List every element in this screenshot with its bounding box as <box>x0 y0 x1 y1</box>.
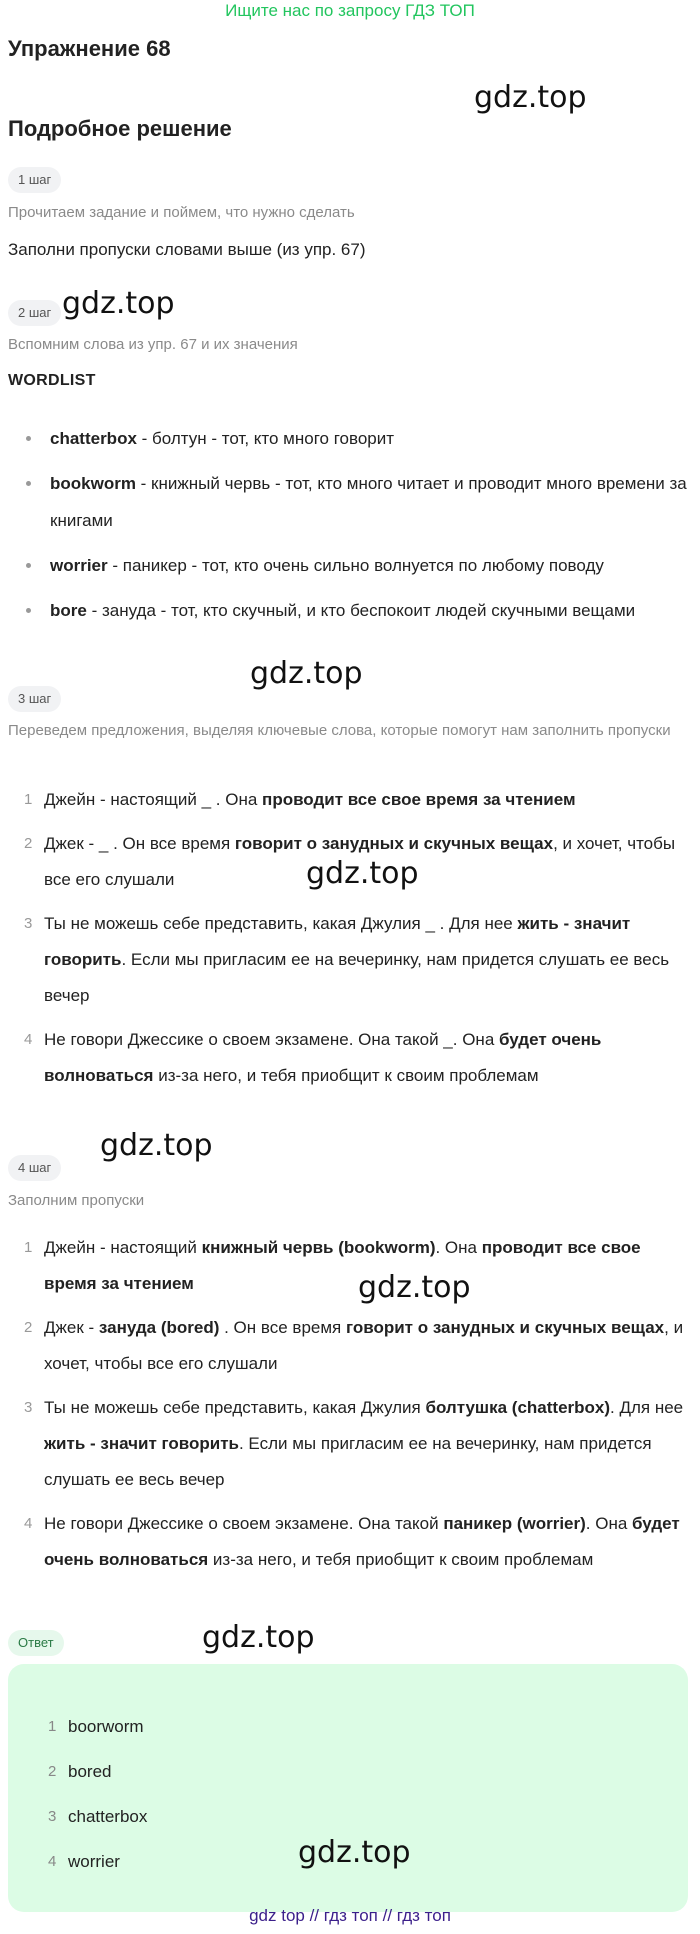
step-3-list <box>0 782 700 1102</box>
section-title: Подробное решение <box>8 116 232 141</box>
sentence-item <box>0 1022 700 1094</box>
wordlist-item <box>0 592 700 629</box>
sentence-text: Джейн - настоящий <box>44 1238 202 1257</box>
step-1-badge: 1 шаг <box>8 167 61 193</box>
bullet-icon <box>26 481 31 486</box>
sentence-text: . Она <box>435 1238 482 1257</box>
word-term: chatterbox <box>50 429 137 448</box>
step-3-badge: 3 шаг <box>8 686 61 712</box>
item-number: 3 <box>24 1399 33 1416</box>
answer-item <box>0 1794 700 1839</box>
sentence-text: . Он все время <box>219 1318 346 1337</box>
watermark: gdz.top <box>474 80 587 115</box>
watermark: gdz.top <box>100 1128 213 1163</box>
word-definition: - книжный червь - тот, кто много читает и проводит много времени за книгами <box>50 474 687 530</box>
step-1-hint: Прочитаем задание и поймем, что нужно сделать <box>8 204 355 221</box>
bullet-icon <box>26 436 31 441</box>
key-phrase: книжный червь (bookworm) <box>201 1238 436 1257</box>
key-phrase: проводит все свое время за чтением <box>262 790 576 809</box>
sentence-item <box>0 1506 700 1578</box>
word-term: bookworm <box>50 474 136 493</box>
key-phrase: болтушка (chatterbox) <box>425 1398 611 1417</box>
key-phrase: будет очень волноваться <box>44 1514 680 1569</box>
bullet-icon <box>26 563 31 568</box>
step-4-badge: 4 шаг <box>8 1155 61 1181</box>
key-phrase: жить - значит говорить <box>44 1434 239 1453</box>
item-number: 3 <box>48 1808 57 1825</box>
key-phrase: проводит все свое время за чтением <box>44 1238 641 1293</box>
wordlist <box>0 420 700 637</box>
search-banner: Ищите нас по запросу ГДЗ ТОП <box>225 1 475 20</box>
watermark: gdz.top <box>298 1835 411 1870</box>
item-number: 3 <box>24 915 33 932</box>
wordlist-item <box>0 465 700 539</box>
word-definition: - болтун - тот, кто много говорит <box>136 429 395 448</box>
sentence-item <box>0 1230 700 1302</box>
sentence-item <box>0 1310 700 1382</box>
item-number: 4 <box>24 1515 33 1532</box>
wordlist-item <box>0 547 700 584</box>
word-term: bore <box>50 601 87 620</box>
step-2-hint: Вспомним слова из упр. 67 и их значения <box>8 336 298 353</box>
sentence-text: . Если мы пригласим ее на вечеринку, нам придется слушать ее весь вечер <box>44 1434 652 1489</box>
answer-item <box>0 1704 700 1749</box>
bullet-icon <box>26 608 31 613</box>
item-number: 2 <box>24 835 33 852</box>
watermark: gdz.top <box>202 1620 315 1655</box>
sentence-text: . Для нее <box>610 1398 684 1417</box>
sentence-item <box>0 782 700 818</box>
item-number: 2 <box>48 1763 57 1780</box>
answer-item <box>0 1749 700 1794</box>
key-phrase: говорит о занудных и скучных вещах <box>345 1318 665 1337</box>
key-phrase: зануда (bored) <box>98 1318 220 1337</box>
answer-text: chatterbox <box>68 1807 148 1826</box>
answer-badge: Ответ <box>8 1630 64 1656</box>
sentence-text: , и хочет, чтобы все его слушали <box>44 1318 684 1373</box>
sentence-text: из-за него, и тебя приобщит к своим проблемам <box>208 1550 594 1569</box>
sentence-item <box>0 1390 700 1498</box>
sentence-text: . Она <box>585 1514 633 1533</box>
word-definition: - паникер - тот, кто очень сильно волнуется по любому поводу <box>107 556 604 575</box>
item-number: 4 <box>48 1853 57 1870</box>
step-4-hint: Заполним пропуски <box>8 1192 145 1209</box>
key-phrase: говорит о занудных и скучных вещах <box>234 834 554 853</box>
sentence-text: Джейн - настоящий _ . Она <box>44 790 263 809</box>
wordlist-item <box>0 420 700 457</box>
watermark: gdz.top <box>250 656 363 691</box>
item-number: 4 <box>24 1031 33 1048</box>
word-term: worrier <box>50 556 108 575</box>
sentence-item <box>0 906 700 1014</box>
watermark: gdz.top <box>62 286 175 321</box>
sentence-text: Не говори Джессике о своем экзамене. Она такой <box>44 1514 444 1533</box>
answer-text: bored <box>68 1762 112 1781</box>
sentence-text: Не говори Джессике о своем экзамене. Она такой _. Она <box>44 1030 499 1049</box>
item-number: 1 <box>48 1718 57 1735</box>
footer-links[interactable]: gdz top // гдз топ // гдз топ <box>249 1906 451 1925</box>
key-phrase: жить - значит говорить <box>44 914 631 969</box>
wordlist-title: WORDLIST <box>8 372 96 389</box>
watermark: gdz.top <box>306 856 419 891</box>
sentence-text: , и хочет, чтобы все его слушали <box>44 834 676 889</box>
step-3-hint: Переведем предложения, выделяя ключевые слова, которые помогут нам заполнить пропуски <box>8 722 671 739</box>
sentence-text: Ты не можешь себе представить, какая Джулия <box>44 1398 426 1417</box>
step-4-list <box>0 1230 700 1586</box>
step-2-badge: 2 шаг <box>8 300 61 326</box>
answer-text: worrier <box>68 1852 120 1871</box>
sentence-text: . Если мы пригласим ее на вечеринку, нам придется слушать ее весь вечер <box>44 950 670 1005</box>
page-title: Упражнение 68 <box>8 36 171 61</box>
item-number: 1 <box>24 1239 33 1256</box>
sentence-text: Джек - _ . Он все время <box>44 834 235 853</box>
item-number: 2 <box>24 1319 33 1336</box>
sentence-text: Ты не можешь себе представить, какая Джулия _ . Для нее <box>44 914 518 933</box>
step-1-text: Заполни пропуски словами выше (из упр. 67) <box>8 240 366 259</box>
item-number: 1 <box>24 791 33 808</box>
answer-text: boorworm <box>68 1717 144 1736</box>
word-definition: - зануда - тот, кто скучный, и кто беспокоит людей скучными вещами <box>86 601 636 620</box>
watermark: gdz.top <box>358 1270 471 1305</box>
key-phrase: паникер (worrier) <box>443 1514 586 1533</box>
sentence-text: из-за него, и тебя приобщит к своим проблемам <box>153 1066 539 1085</box>
sentence-text: Джек - <box>44 1318 99 1337</box>
key-phrase: будет очень волноваться <box>44 1030 602 1085</box>
